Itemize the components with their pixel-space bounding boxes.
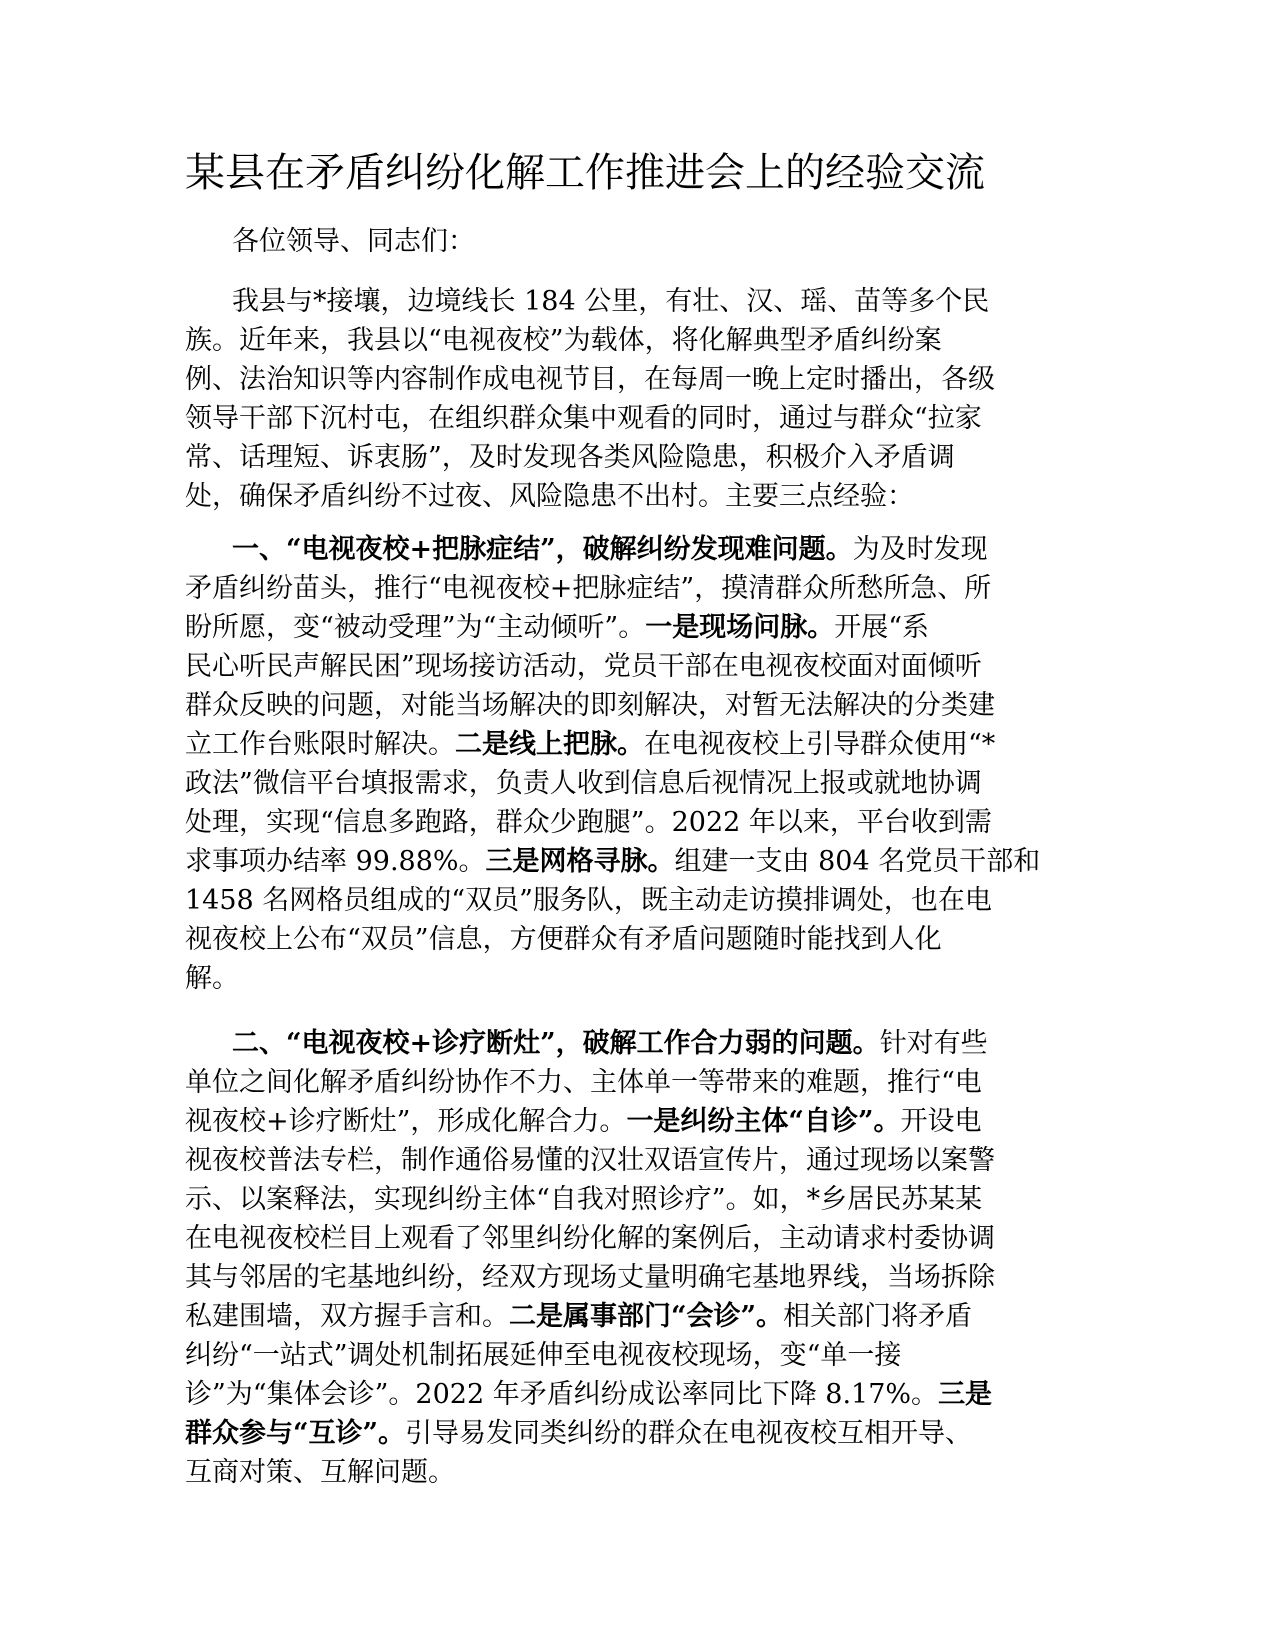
text-run: 为及时发现 [852, 534, 988, 565]
text-line: 矛盾纠纷苗头，推行“电视夜校+把脉症结”，摸清群众所愁所急、所 [185, 573, 992, 604]
text-line: 在电视夜校栏目上观看了邻里纠纷化解的案例后，主动请求村委协调 [185, 1223, 995, 1254]
text-line: 单位之间化解矛盾纠纷协作不力、主体单一等带来的难题，推行“电 [185, 1067, 982, 1098]
text-run: 诊”为“集体会诊”。2022 年矛盾纠纷成讼率同比下降 8.17%。 [185, 1379, 939, 1410]
subpoint-heading: 一是纠纷主体“自诊”。 [626, 1106, 901, 1137]
subpoint-heading: 二是线上把脉。 [455, 729, 644, 760]
text-line: 1458 名网格员组成的“双员”服务队，既主动走访摸排调处，也在电 [185, 885, 992, 916]
text-line [185, 725, 1090, 764]
text-line: 处，确保矛盾纠纷不过夜、风险隐患不出村。主要三点经验： [185, 481, 914, 512]
text-line: 视夜校上公布“双员”信息，方便群众有矛盾问题随时能找到人化 [185, 924, 942, 955]
paragraph-section-one [185, 530, 1090, 998]
section-heading: 二、“电视夜校+诊疗断灶”，破解工作合力弱的问题。 [232, 1028, 880, 1059]
subpoint-heading: 群众参与“互诊”。 [185, 1418, 406, 1449]
text-run: 针对有些 [879, 1028, 988, 1059]
text-line: 常、话理短、诉衷肠”，及时发现各类风险隐患，积极介入矛盾调 [185, 442, 955, 473]
text-run: 组建一支由 804 名党员干部和 [674, 846, 1041, 877]
text-run: 立工作台账限时解决。 [185, 729, 455, 760]
text-run: 视夜校+诊疗断灶”，形成化解合力。 [185, 1106, 627, 1137]
text-line [185, 530, 1090, 569]
text-run: 开展“系 [834, 612, 930, 643]
subpoint-heading: 一是现场问脉。 [645, 612, 835, 643]
document-title: 某县在矛盾纠纷化解工作推进会上的经验交流 [185, 150, 985, 196]
text-line [185, 1102, 1090, 1141]
text-run: 引导易发同类纠纷的群众在电视夜校互相开导、 [405, 1418, 973, 1449]
subpoint-heading: 二是属事部门“会诊”。 [509, 1301, 784, 1332]
text-line [185, 842, 1090, 881]
text-line: 处理，实现“信息多跑路，群众少跑腿”。2022 年以来，平台收到需 [185, 807, 992, 838]
paragraph-intro [185, 282, 1090, 516]
salutation: 各位领导、同志们： [232, 226, 475, 257]
subpoint-heading: 三是 [938, 1379, 993, 1410]
text-line [185, 608, 1090, 647]
text-run: 在电视夜校上引导群众使用“* [644, 729, 996, 760]
text-line: 民心听民声解民困”现场接访活动，党员干部在电视夜校面对面倾听 [185, 651, 982, 682]
text-line [185, 1414, 1090, 1453]
text-line [185, 1375, 1090, 1414]
text-line: 例、法治知识等内容制作成电视节目，在每周一晚上定时播出，各级 [185, 364, 995, 395]
text-line: 其与邻居的宅基地纠纷，经双方现场丈量明确宅基地界线，当场拆除 [185, 1262, 995, 1293]
text-line: 领导干部下沉村屯，在组织群众集中观看的同时，通过与群众“拉家 [185, 403, 982, 434]
text-line [185, 1297, 1090, 1336]
text-run: 私建围墙，双方握手言和。 [185, 1301, 509, 1332]
text-run: 求事项办结率 99.88%。 [185, 846, 486, 877]
paragraph-section-two [185, 1024, 1090, 1492]
subpoint-heading: 三是网格寻脉。 [485, 846, 675, 877]
text-line [185, 1024, 1090, 1063]
text-run: 相关部门将矛盾 [783, 1301, 973, 1332]
text-line: 互商对策、互解问题。 [185, 1457, 455, 1488]
text-run: 盼所愿，变“被动受理”为“主动倾听”。 [185, 612, 646, 643]
text-line: 政法”微信平台填报需求，负责人收到信息后视情况上报或就地协调 [185, 768, 982, 799]
text-line: 纠纷“一站式”调处机制拓展延伸至电视夜校现场，变“单一接 [185, 1340, 902, 1371]
text-line: 示、以案释法，实现纠纷主体“自我对照诊疗”。如，*乡居民苏某某 [185, 1184, 983, 1215]
text-line: 解。 [185, 963, 239, 994]
text-line: 群众反映的问题，对能当场解决的即刻解决，对暂无法解决的分类建 [185, 690, 995, 721]
section-heading: 一、“电视夜校+把脉症结”，破解纠纷发现难问题。 [232, 534, 853, 565]
text-run: 开设电 [900, 1106, 982, 1137]
text-line: 族。近年来，我县以“电视夜校”为载体，将化解典型矛盾纠纷案 [185, 325, 942, 356]
text-line: 我县与*接壤，边境线长 184 公里，有壮、汉、瑶、苗等多个民 [232, 286, 990, 317]
text-line: 视夜校普法专栏，制作通俗易懂的汉壮双语宣传片，通过现场以案警 [185, 1145, 995, 1176]
